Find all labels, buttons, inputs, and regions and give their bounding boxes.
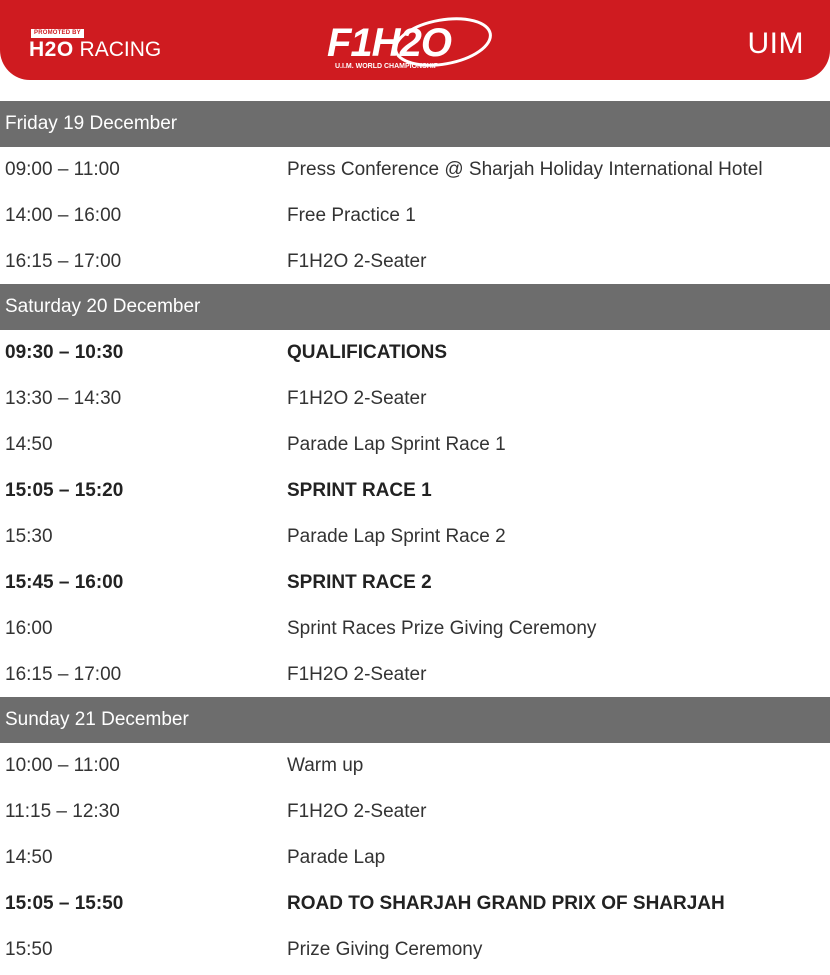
event-time: 13:30 – 14:30 — [5, 388, 122, 409]
f1h2o-subtitle: U.I.M. WORLD CHAMPIONSHIP — [335, 63, 439, 70]
schedule-row — [0, 881, 830, 927]
event-name: Free Practice 1 — [287, 205, 416, 226]
schedule-row — [0, 193, 830, 239]
promoted-by-label: PROMOTED BY — [31, 29, 84, 38]
schedule-row — [0, 789, 830, 835]
event-name: Parade Lap — [287, 847, 386, 868]
event-name: F1H2O 2-Seater — [287, 251, 427, 272]
h2o-logo-text: H2O — [29, 38, 74, 61]
event-time: 09:00 – 11:00 — [5, 159, 120, 180]
schedule-row — [0, 514, 830, 560]
event-time: 11:15 – 12:30 — [5, 801, 120, 822]
day-header: Saturday 20 December — [0, 284, 830, 330]
event-name: ROAD TO SHARJAH GRAND PRIX OF SHARJAH — [287, 893, 725, 914]
event-time: 09:30 – 10:30 — [5, 342, 124, 363]
schedule-row — [0, 606, 830, 652]
event-time: 15:50 — [5, 939, 53, 960]
event-name: Warm up — [287, 755, 364, 776]
schedule-row — [0, 239, 830, 285]
schedule-row — [0, 468, 830, 514]
event-time: 15:05 – 15:50 — [5, 893, 124, 914]
event-time: 14:00 – 16:00 — [5, 205, 122, 226]
event-time: 15:45 – 16:00 — [5, 572, 124, 593]
header-banner — [0, 0, 830, 80]
event-name: QUALIFICATIONS — [287, 342, 448, 363]
h2o-racing-logo — [29, 39, 161, 60]
event-name: Parade Lap Sprint Race 2 — [287, 526, 506, 547]
day-header: Friday 19 December — [0, 101, 830, 147]
day-header: Sunday 21 December — [0, 697, 830, 743]
event-name: F1H2O 2-Seater — [287, 388, 427, 409]
schedule-row — [0, 330, 830, 376]
event-name: SPRINT RACE 2 — [287, 572, 432, 593]
event-name: F1H2O 2-Seater — [287, 664, 427, 685]
f1h2o-logo-text: F1H2O — [327, 21, 451, 65]
schedule-row — [0, 422, 830, 468]
event-time: 16:15 – 17:00 — [5, 251, 122, 272]
schedule-row — [0, 743, 830, 789]
schedule-row — [0, 927, 830, 973]
schedule-row — [0, 376, 830, 422]
event-name: Sprint Races Prize Giving Ceremony — [287, 618, 597, 639]
event-name: Parade Lap Sprint Race 1 — [287, 434, 506, 455]
event-time: 10:00 – 11:00 — [5, 755, 120, 776]
schedule-row — [0, 147, 830, 193]
event-time: 15:30 — [5, 526, 53, 547]
event-name: SPRINT RACE 1 — [287, 480, 432, 501]
f1h2o-logo-icon — [323, 12, 503, 74]
event-time: 16:00 — [5, 618, 53, 639]
schedule-row — [0, 560, 830, 606]
event-time: 14:50 — [5, 434, 53, 455]
event-name: Press Conference @ Sharjah Holiday International Hotel — [287, 159, 763, 180]
racing-logo-text: RACING — [79, 38, 162, 61]
schedule-row — [0, 835, 830, 881]
event-name: Prize Giving Ceremony — [287, 939, 483, 960]
schedule-row — [0, 652, 830, 698]
event-time: 15:05 – 15:20 — [5, 480, 124, 501]
uim-logo: UIM — [747, 27, 804, 60]
event-name: F1H2O 2-Seater — [287, 801, 427, 822]
event-time: 16:15 – 17:00 — [5, 664, 122, 685]
event-time: 14:50 — [5, 847, 53, 868]
